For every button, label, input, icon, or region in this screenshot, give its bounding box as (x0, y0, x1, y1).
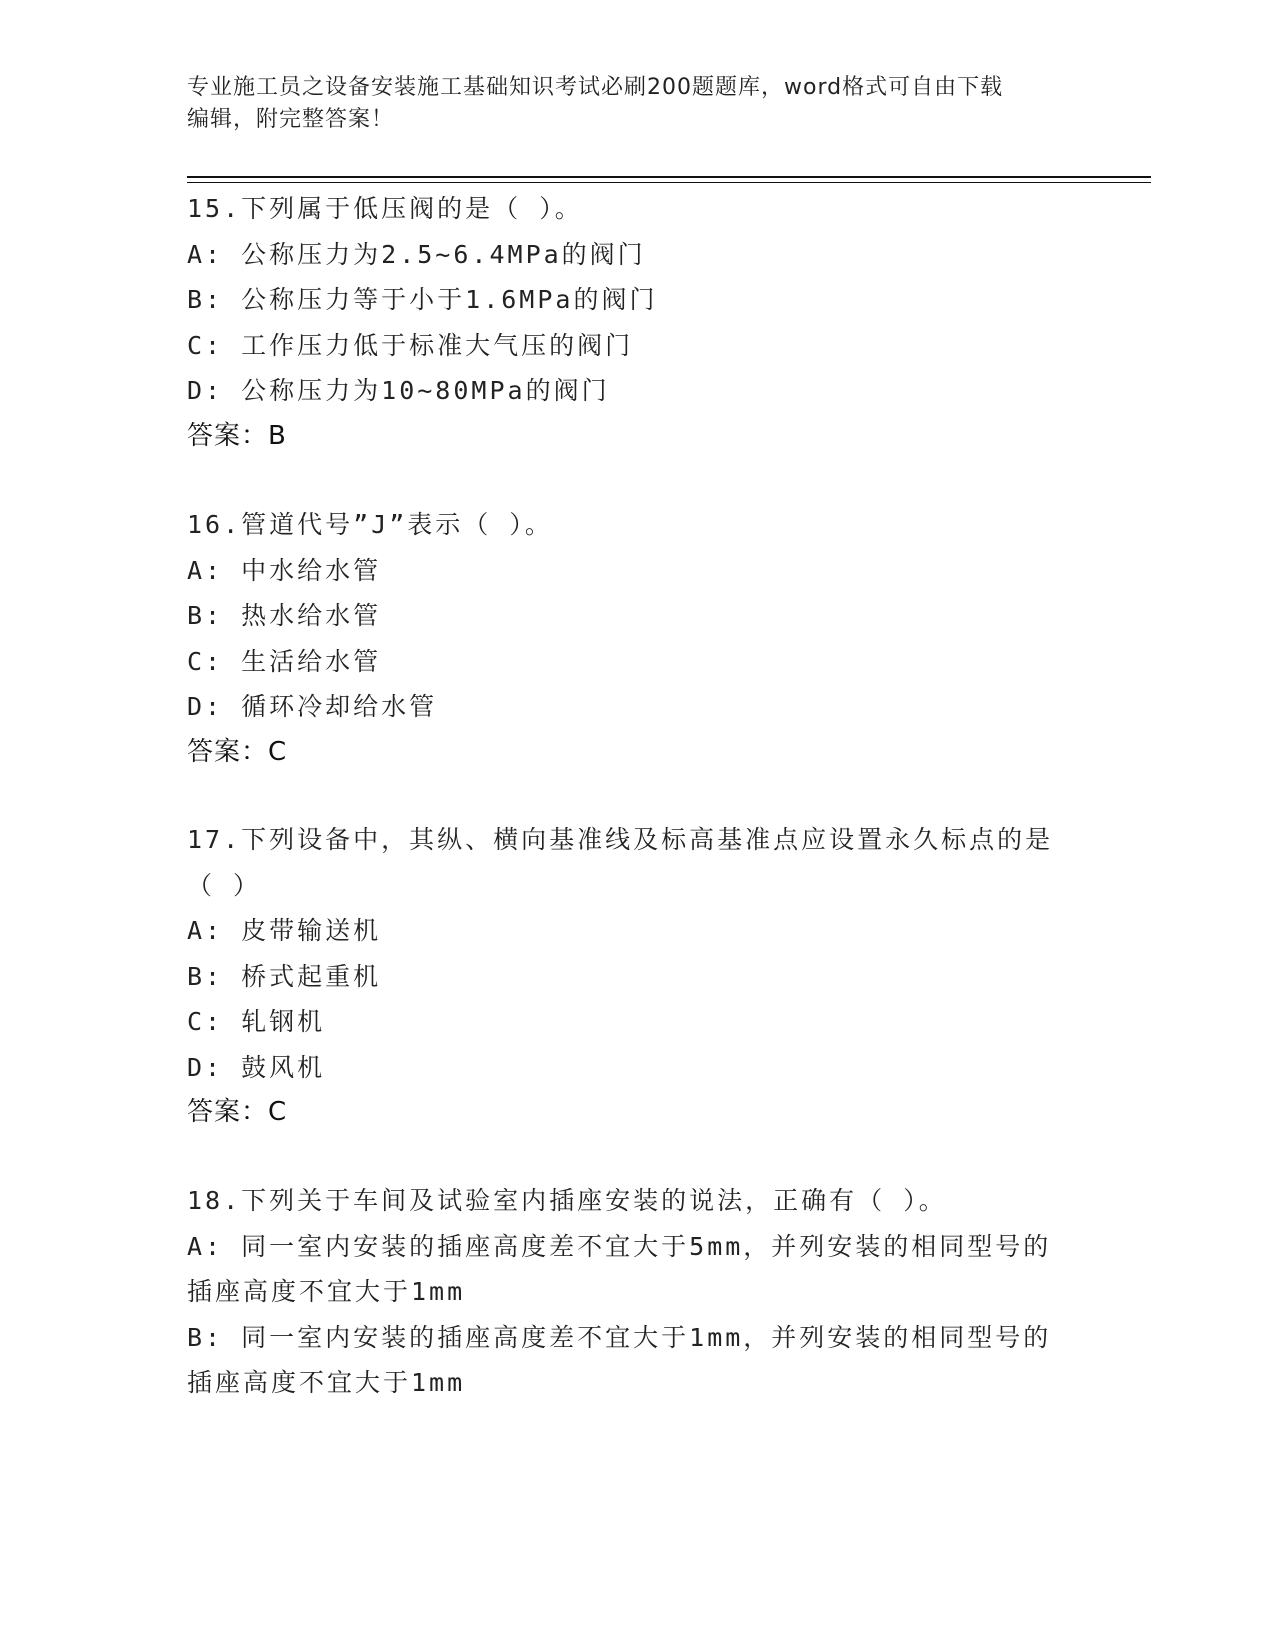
option-d: D: 循环冷却给水管 (187, 692, 438, 721)
answer-label: 答案：C (187, 736, 288, 767)
option-b: B: 热水给水管 (187, 601, 382, 630)
option-b: B: 同一室内安装的插座高度差不宜大于1mm，并列安装的相同型号的 (187, 1322, 1052, 1352)
option-b: B: 桥式起重机 (187, 961, 382, 991)
option-a: A: 公称压力为2.5~6.4MPa的阀门 (187, 239, 646, 269)
question-stem-continued: （ ） (187, 870, 262, 900)
option-d: D: 公称压力为10~80MPa的阀门 (187, 376, 610, 405)
option-c: C: 轧钢机 (187, 1007, 326, 1036)
option-c: C: 工作压力低于标准大气压的阀门 (187, 330, 634, 360)
question-16 (187, 502, 1087, 775)
question-15 (187, 186, 1087, 459)
option-c: C: 生活给水管 (187, 646, 382, 676)
question-stem: 18.下列关于车间及试验室内插座安装的说法，正确有（ ）。 (187, 1186, 947, 1215)
option-a: A: 同一室内安装的插座高度差不宜大于5mm，并列安装的相同型号的 (187, 1231, 1052, 1261)
answer-label: 答案：C (187, 1097, 288, 1127)
option-a-continued: 插座高度不宜大于1mm (187, 1277, 466, 1306)
option-a: A: 皮带输送机 (187, 916, 382, 945)
option-a: A: 中水给水管 (187, 555, 382, 585)
option-b: B: 公称压力等于小于1.6MPa的阀门 (187, 285, 658, 314)
document-header (187, 72, 1087, 136)
answer-label: 答案：B (187, 420, 287, 451)
header-divider-thin (187, 182, 1151, 183)
option-d: D: 鼓风机 (187, 1052, 326, 1082)
header-divider-thick (187, 176, 1151, 178)
option-b-continued: 插座高度不宜大于1mm (187, 1368, 466, 1397)
header-title-line-1: 专业施工员之设备安装施工基础知识考试必刷200题题库，word格式可自由下载 (187, 75, 1004, 100)
question-18 (187, 1178, 1087, 1406)
question-17 (187, 817, 1087, 1136)
question-stem: 16.管道代号”J”表示（ ）。 (187, 510, 553, 539)
question-stem: 17.下列设备中，其纵、横向基准线及标高基准点应设置永久标点的是 (187, 825, 1054, 854)
header-title-line-2: 编辑，附完整答案！ (187, 107, 395, 132)
question-stem: 15.下列属于低压阀的是（ ）。 (187, 194, 583, 223)
